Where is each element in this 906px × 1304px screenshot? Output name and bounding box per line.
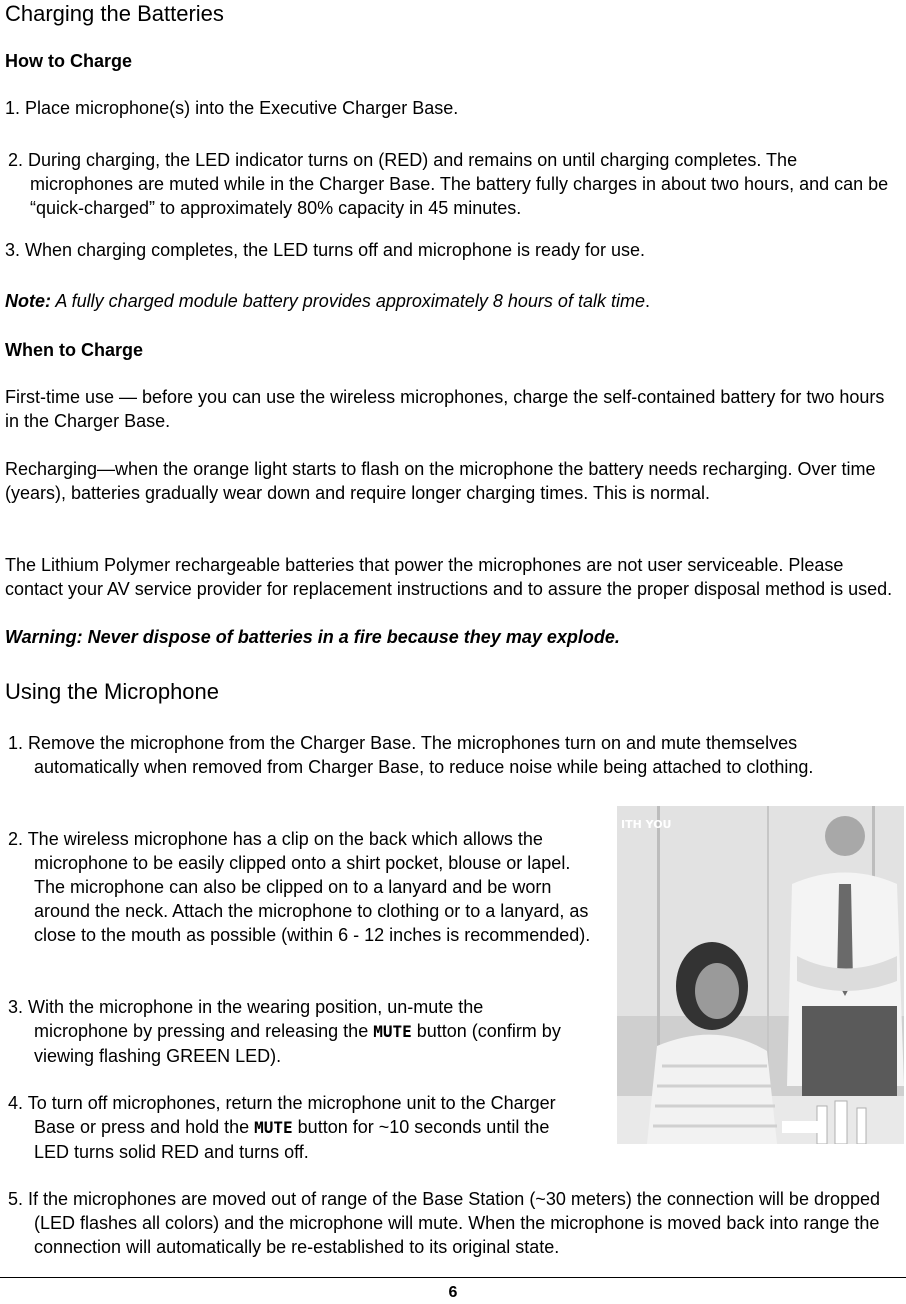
charge-step-3: 3. When charging completes, the LED turns off and microphone is ready for use. bbox=[5, 240, 646, 260]
mic-step-4-text-a: 4. To turn off microphones, return the microphone unit to the Charger Base or press and hold the bbox=[8, 1093, 556, 1137]
meeting-photo bbox=[617, 806, 904, 1144]
mute-button-label: MUTE bbox=[373, 1022, 412, 1041]
mic-step-3-text-a: 3. With the microphone in the wearing position, un-mute the microphone by pressing and releasing the bbox=[8, 997, 484, 1041]
warning-text: Warning: Never dispose of batteries in a fire because they may explode. bbox=[5, 627, 620, 647]
mic-step-4 bbox=[5, 1091, 574, 1164]
mic-step-5: 5. If the microphones are moved out of range of the Base Station (~30 meters) the connection will be dropped (LED flashes all colors) and the microphone will mute. When the microphone is moved back into range the connection will automatically be re-established to its original state. bbox=[8, 1189, 881, 1257]
note-end: . bbox=[644, 291, 650, 311]
charge-step-2: 2. During charging, the LED indicator turns on (RED) and remains on until charging completes. The microphones are muted while in the Charger Base. The battery fully charges in about two hours, and can be “quick-charged” to approximately 80% capacity in 45 minutes. bbox=[8, 150, 889, 218]
mic-step-3-text-b: button (confirm by viewing flashing GREEN LED). bbox=[34, 1021, 561, 1066]
first-time-use-paragraph: First-time use — before you can use the wireless microphones, charge the self-contained battery for two hours in the Charger Base. bbox=[5, 387, 885, 431]
note-label: Note: bbox=[5, 291, 51, 311]
charge-step-1: 1. Place microphone(s) into the Executive Charger Base. bbox=[5, 98, 459, 118]
how-to-charge-heading: How to Charge bbox=[5, 51, 133, 71]
page-number: 6 bbox=[448, 1284, 458, 1301]
battery-note bbox=[5, 289, 900, 313]
when-to-charge-heading: When to Charge bbox=[5, 340, 143, 360]
note-text: A fully charged module battery provides approximately 8 hours of talk time bbox=[51, 291, 645, 311]
mute-button-label: MUTE bbox=[254, 1118, 293, 1137]
mic-step-1: 1. Remove the microphone from the Charger Base. The microphones turn on and mute themselves automatically when removed from Charger Base, to reduce noise while being attached to clothing. bbox=[8, 733, 814, 777]
mic-step-3 bbox=[5, 995, 574, 1068]
mic-step-2: 2. The wireless microphone has a clip on the back which allows the microphone to be easily clipped onto a shirt pocket, blouse or lapel. The microphone can also be clipped on to a lanyard and be worn around the neck. Attach the microphone to clothing or to a lanyard, as close to the mouth as possible (within 6 - 12 inches is recommended). bbox=[8, 829, 591, 945]
mic-step-4-text-b: button for ~10 seconds until the LED turns solid RED and turns off. bbox=[34, 1117, 550, 1162]
recharging-paragraph: Recharging—when the orange light starts to flash on the microphone the battery needs recharging. Over time (years), batteries gradually wear down and require longer charging times. This is normal. bbox=[5, 459, 876, 503]
photo-wall-text: ITH YOU bbox=[621, 818, 672, 831]
section-title-charging: Charging the Batteries bbox=[5, 1, 224, 26]
footer-divider bbox=[0, 1277, 906, 1278]
lithium-paragraph: The Lithium Polymer rechargeable batteries that power the microphones are not user serviceable. Please contact your AV service provider for replacement instructions and to assure the proper disposal method is used. bbox=[5, 555, 893, 599]
section-title-microphone: Using the Microphone bbox=[5, 679, 220, 704]
